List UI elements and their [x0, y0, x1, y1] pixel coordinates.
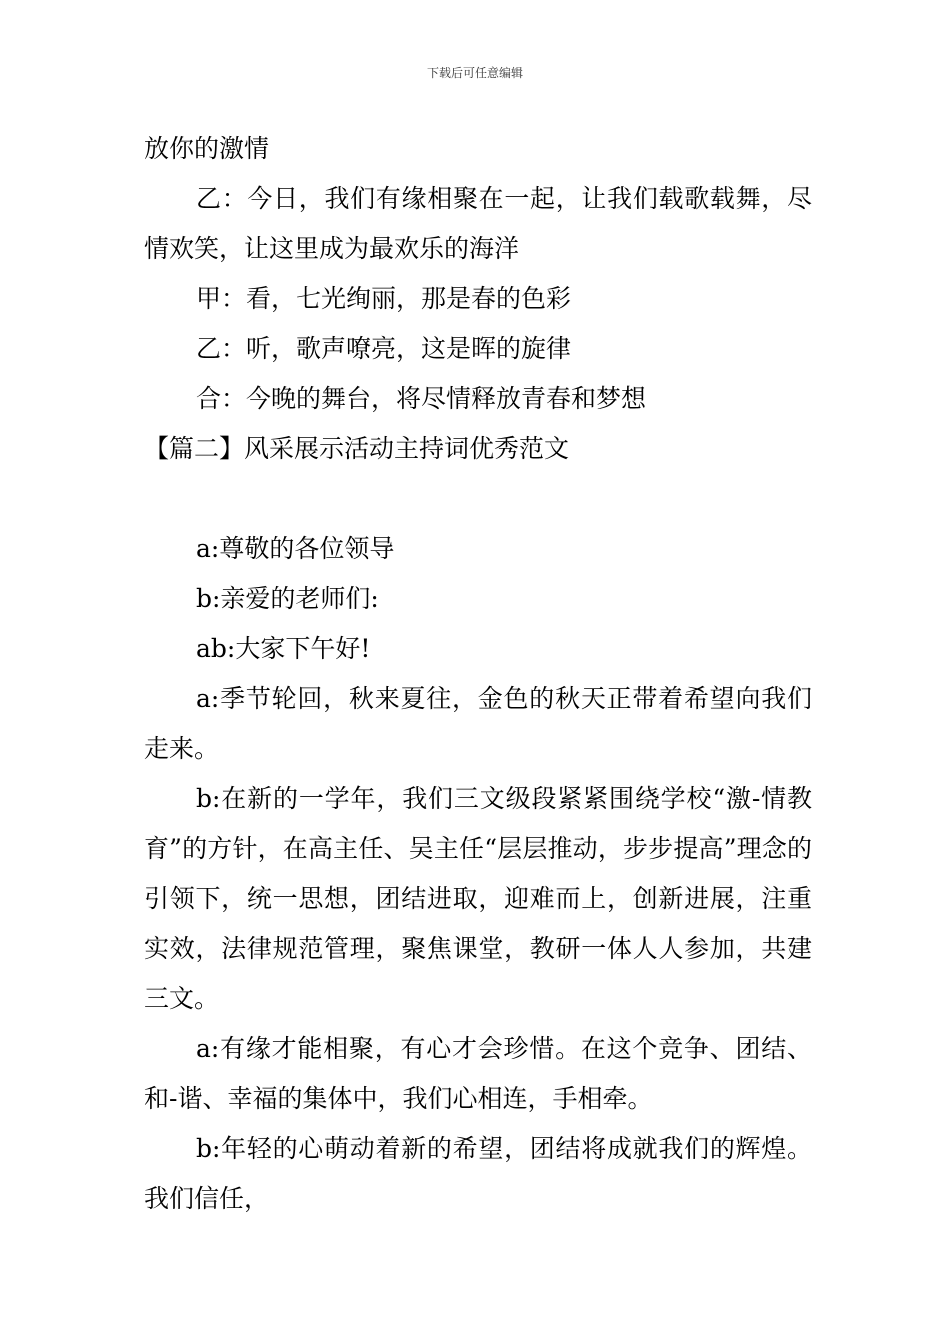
- paragraph-a-1: a:尊敬的各位领导: [196, 534, 395, 563]
- blank-line: [144, 474, 812, 524]
- paragraph-ab-1: ab:大家下午好!: [196, 634, 371, 663]
- paragraph-a-3: a:有缘才能相聚，有心才会珍惜。在这个竞争、团结、和-谐、幸福的集体中，我们心相连，手相牵。: [144, 1034, 812, 1113]
- document-body: [144, 124, 812, 1224]
- paragraph-b-1: b:亲爱的老师们:: [196, 584, 379, 613]
- paragraph-jia-1: 甲：看，七光绚丽，那是春的色彩: [196, 284, 572, 313]
- section-heading: 【篇二】风采展示活动主持词优秀范文: [144, 434, 570, 463]
- paragraph-yi-2: 乙：听，歌声嘹亮，这是晖的旋律: [196, 334, 572, 363]
- paragraph-a-2: a:季节轮回，秋来夏往，金色的秋天正带着希望向我们走来。: [144, 684, 812, 763]
- paragraph-yi-1: 乙：今日，我们有缘相聚在一起，让我们载歌载舞，尽情欢笑，让这里成为最欢乐的海洋: [144, 184, 812, 263]
- paragraph-b-3: b:年轻的心萌动着新的希望，团结将成就我们的辉煌。我们信任，: [144, 1134, 812, 1213]
- paragraph-b-2: b:在新的一学年，我们三文级段紧紧围绕学校“激-情教育”的方针，在高主任、吴主任“层层推动，步步提高”理念的引领下，统一思想，团结进取，迎难而上，创新进展，注重实效，法律规范管理，聚焦课堂，教研一体人人参加，共建三文。: [144, 784, 812, 1013]
- page-header: 下载后可任意编辑: [426, 66, 523, 80]
- paragraph-continuation: 放你的激情: [144, 134, 270, 163]
- paragraph-he-1: 合：今晚的舞台，将尽情释放青春和梦想: [196, 384, 647, 413]
